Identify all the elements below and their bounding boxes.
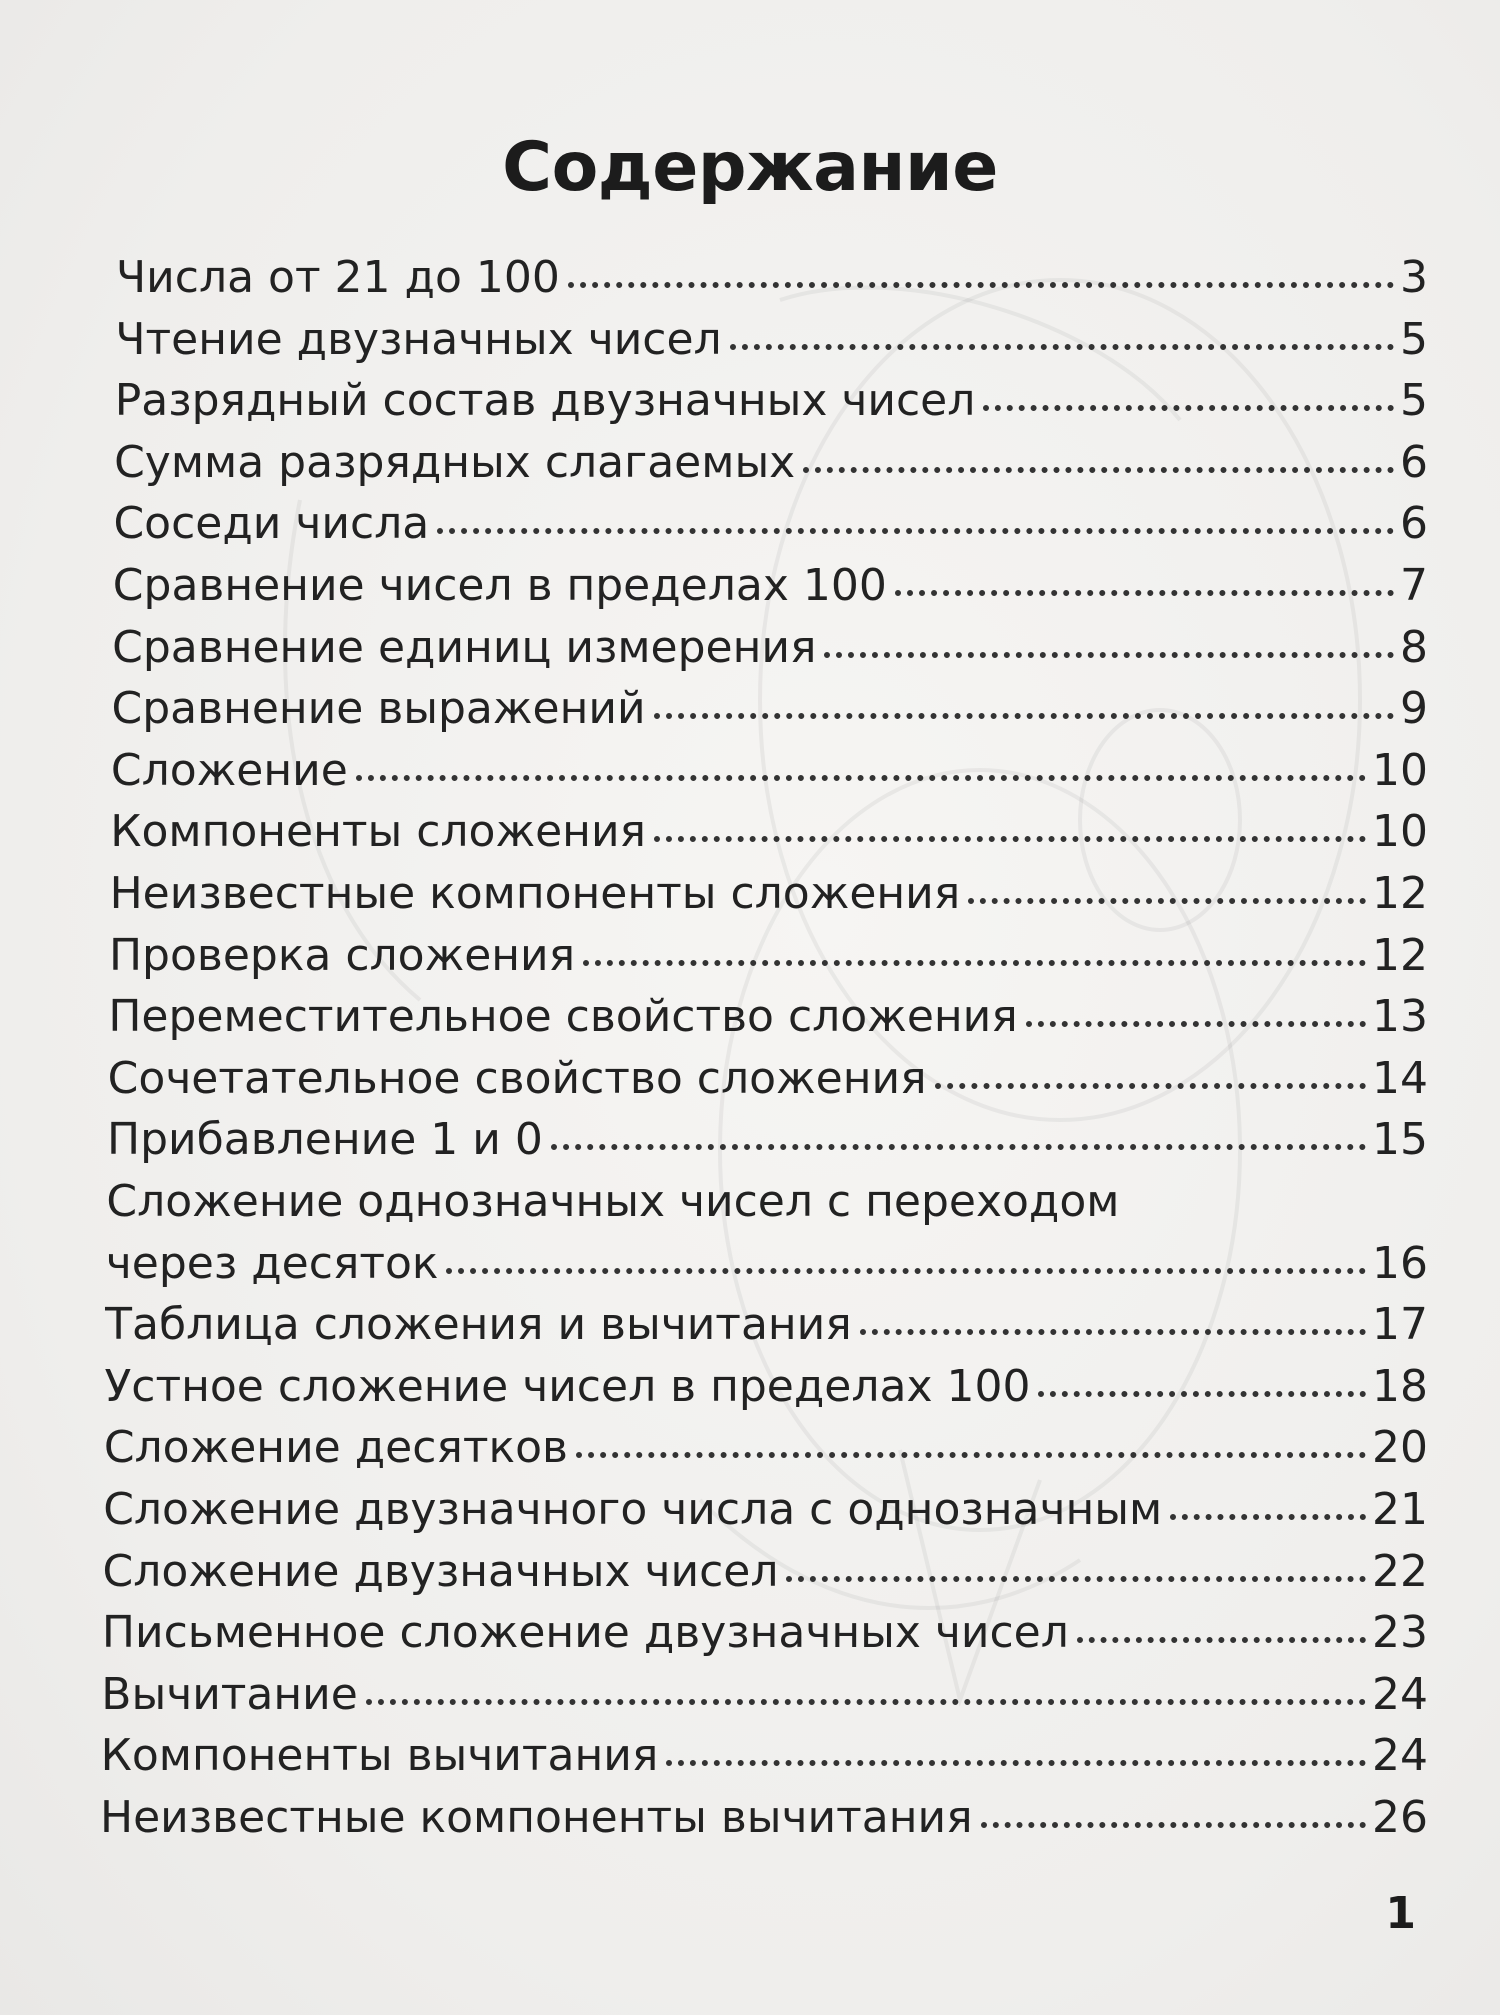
toc-entry-page-number: 12 xyxy=(1371,929,1428,981)
dot-leader xyxy=(1077,1637,1366,1643)
toc-entry-label: Сочетательное свойство сложения xyxy=(107,1052,927,1104)
toc-entry[interactable] xyxy=(110,864,1428,924)
toc-entry-label: Числа от 21 до 100 xyxy=(116,252,560,303)
toc-entry-page-number: 9 xyxy=(1399,683,1428,735)
toc-entry-label: Переместительное свойство сложения xyxy=(108,991,1018,1043)
toc-entry-page-number: 17 xyxy=(1371,1299,1428,1351)
toc-entry-label: Таблица сложения и вычитания xyxy=(105,1299,852,1351)
toc-entry-label: Неизвестные компоненты сложения xyxy=(109,868,961,919)
toc-entry-label: Сложение двузначных чисел xyxy=(102,1545,779,1597)
dot-leader xyxy=(654,713,1394,719)
toc-entry-page-number: 20 xyxy=(1371,1422,1428,1474)
toc-entry-page-number: 23 xyxy=(1371,1607,1428,1659)
toc-entry-page-number: 6 xyxy=(1399,498,1428,550)
toc-entry-page-number: 16 xyxy=(1371,1237,1428,1289)
toc-entry-page-number: 12 xyxy=(1371,868,1428,919)
dot-leader xyxy=(895,590,1394,596)
dot-leader xyxy=(568,282,1394,288)
toc-entry-label: Сравнение выражений xyxy=(111,683,646,735)
dot-leader xyxy=(860,1329,1366,1335)
toc-entry-label: Сложение десятков xyxy=(103,1422,568,1474)
dot-leader xyxy=(1038,1391,1366,1397)
toc-entry[interactable] xyxy=(114,433,1428,493)
toc-entry-page-number: 26 xyxy=(1372,1792,1428,1843)
toc-entry[interactable] xyxy=(100,1788,1428,1848)
page-title: Содержание xyxy=(502,128,998,207)
dot-leader xyxy=(666,1760,1366,1766)
toc-entry[interactable] xyxy=(104,1357,1428,1417)
dot-leader xyxy=(576,1452,1366,1458)
toc-entry-page-number: 24 xyxy=(1371,1668,1428,1720)
toc-entry[interactable] xyxy=(108,987,1428,1047)
toc-entry-label: Неизвестные компоненты вычитания xyxy=(100,1792,973,1843)
toc-entry-label: Проверка сложения xyxy=(108,929,576,981)
toc-entry-page-number: 14 xyxy=(1371,1052,1428,1104)
toc-entry[interactable] xyxy=(116,248,1428,308)
toc-entry-page-number: 24 xyxy=(1371,1730,1428,1782)
toc-entry-label: Сложение xyxy=(110,744,348,796)
toc-entry-label: Компоненты вычитания xyxy=(100,1730,659,1782)
toc-entry-page-number: 10 xyxy=(1371,744,1428,796)
toc-entry-label: Сравнение чисел в пределах 100 xyxy=(112,560,887,611)
toc-entry-page-number: 8 xyxy=(1399,621,1428,673)
dot-leader xyxy=(356,775,1366,781)
toc-entry-page-number: 22 xyxy=(1371,1545,1428,1597)
toc-entry-page-number: 3 xyxy=(1400,252,1428,303)
toc-entry-page-number: 5 xyxy=(1399,313,1428,365)
toc-entry[interactable] xyxy=(112,618,1428,678)
toc-entry-label: Письменное сложение двузначных чисел xyxy=(101,1607,1069,1659)
toc-entry[interactable] xyxy=(110,802,1428,862)
toc-entry-label: Устное сложение чисел в пределах 100 xyxy=(104,1360,1031,1412)
toc-entry[interactable] xyxy=(103,1480,1428,1540)
toc-entry-page-number: 15 xyxy=(1371,1114,1428,1166)
toc-entry[interactable] xyxy=(101,1665,1428,1725)
toc-entry-label: Разрядный состав двузначных чисел xyxy=(114,375,976,427)
toc-entry-label: через десяток xyxy=(105,1237,439,1289)
dot-leader xyxy=(446,1268,1366,1274)
dot-leader xyxy=(968,898,1366,904)
toc-entry[interactable] xyxy=(115,310,1428,370)
toc-entry-page-number: 18 xyxy=(1371,1360,1428,1412)
dot-leader xyxy=(1170,1514,1366,1520)
toc-entry-label: Соседи числа xyxy=(113,498,430,550)
toc-entry-page-number: 21 xyxy=(1371,1484,1428,1535)
toc-entry[interactable] xyxy=(115,371,1428,431)
toc-entry[interactable] xyxy=(104,1418,1428,1478)
toc-entry-label: Сравнение единиц измерения xyxy=(112,621,817,673)
toc-entry-page-number: 13 xyxy=(1371,991,1428,1043)
toc-entry[interactable] xyxy=(105,1295,1428,1355)
dot-leader xyxy=(983,405,1394,411)
toc-entry-label: Компоненты сложения xyxy=(110,806,647,858)
toc-entry[interactable] xyxy=(103,1542,1428,1602)
dot-leader xyxy=(437,528,1394,534)
toc-entry[interactable] xyxy=(112,679,1428,739)
dot-leader xyxy=(366,1699,1366,1705)
toc-entry-page-number: 5 xyxy=(1399,375,1428,427)
toc-entry-page-number: 7 xyxy=(1399,560,1428,611)
toc-entry[interactable] xyxy=(113,494,1428,554)
toc-entry[interactable] xyxy=(109,926,1428,986)
toc-entry-page-number: 6 xyxy=(1399,436,1428,488)
dot-leader xyxy=(824,652,1394,658)
dot-leader xyxy=(551,1144,1366,1150)
dot-leader xyxy=(981,1822,1366,1828)
dot-leader xyxy=(654,836,1366,842)
toc-entry-label: Сумма разрядных слагаемых xyxy=(114,436,796,488)
toc-entry-label: Чтение двузначных чисел xyxy=(115,313,722,365)
toc-entry[interactable] xyxy=(106,1172,1428,1232)
toc-entry-label: Вычитание xyxy=(101,1668,358,1720)
dot-leader xyxy=(935,1083,1366,1089)
toc-entry[interactable] xyxy=(113,556,1428,616)
page-number: 1 xyxy=(1385,1888,1416,1939)
toc-entry[interactable] xyxy=(106,1234,1428,1294)
toc-entry[interactable] xyxy=(107,1110,1428,1170)
toc-entry[interactable] xyxy=(102,1603,1428,1663)
toc-entry[interactable] xyxy=(108,1049,1428,1109)
toc-entry[interactable] xyxy=(111,741,1428,801)
toc-entry-label: Прибавление 1 и 0 xyxy=(107,1114,543,1166)
toc-entry[interactable] xyxy=(101,1726,1428,1786)
dot-leader xyxy=(730,344,1394,350)
dot-leader xyxy=(786,1576,1366,1582)
dot-leader xyxy=(1026,1021,1366,1027)
dot-leader xyxy=(583,960,1366,966)
toc-entry-label: Сложение однозначных чисел с переходом xyxy=(106,1176,1120,1227)
dot-leader xyxy=(803,467,1394,473)
toc-entry-page-number: 10 xyxy=(1371,806,1428,858)
toc-entry-label: Сложение двузначного числа с однозначным xyxy=(103,1484,1163,1535)
